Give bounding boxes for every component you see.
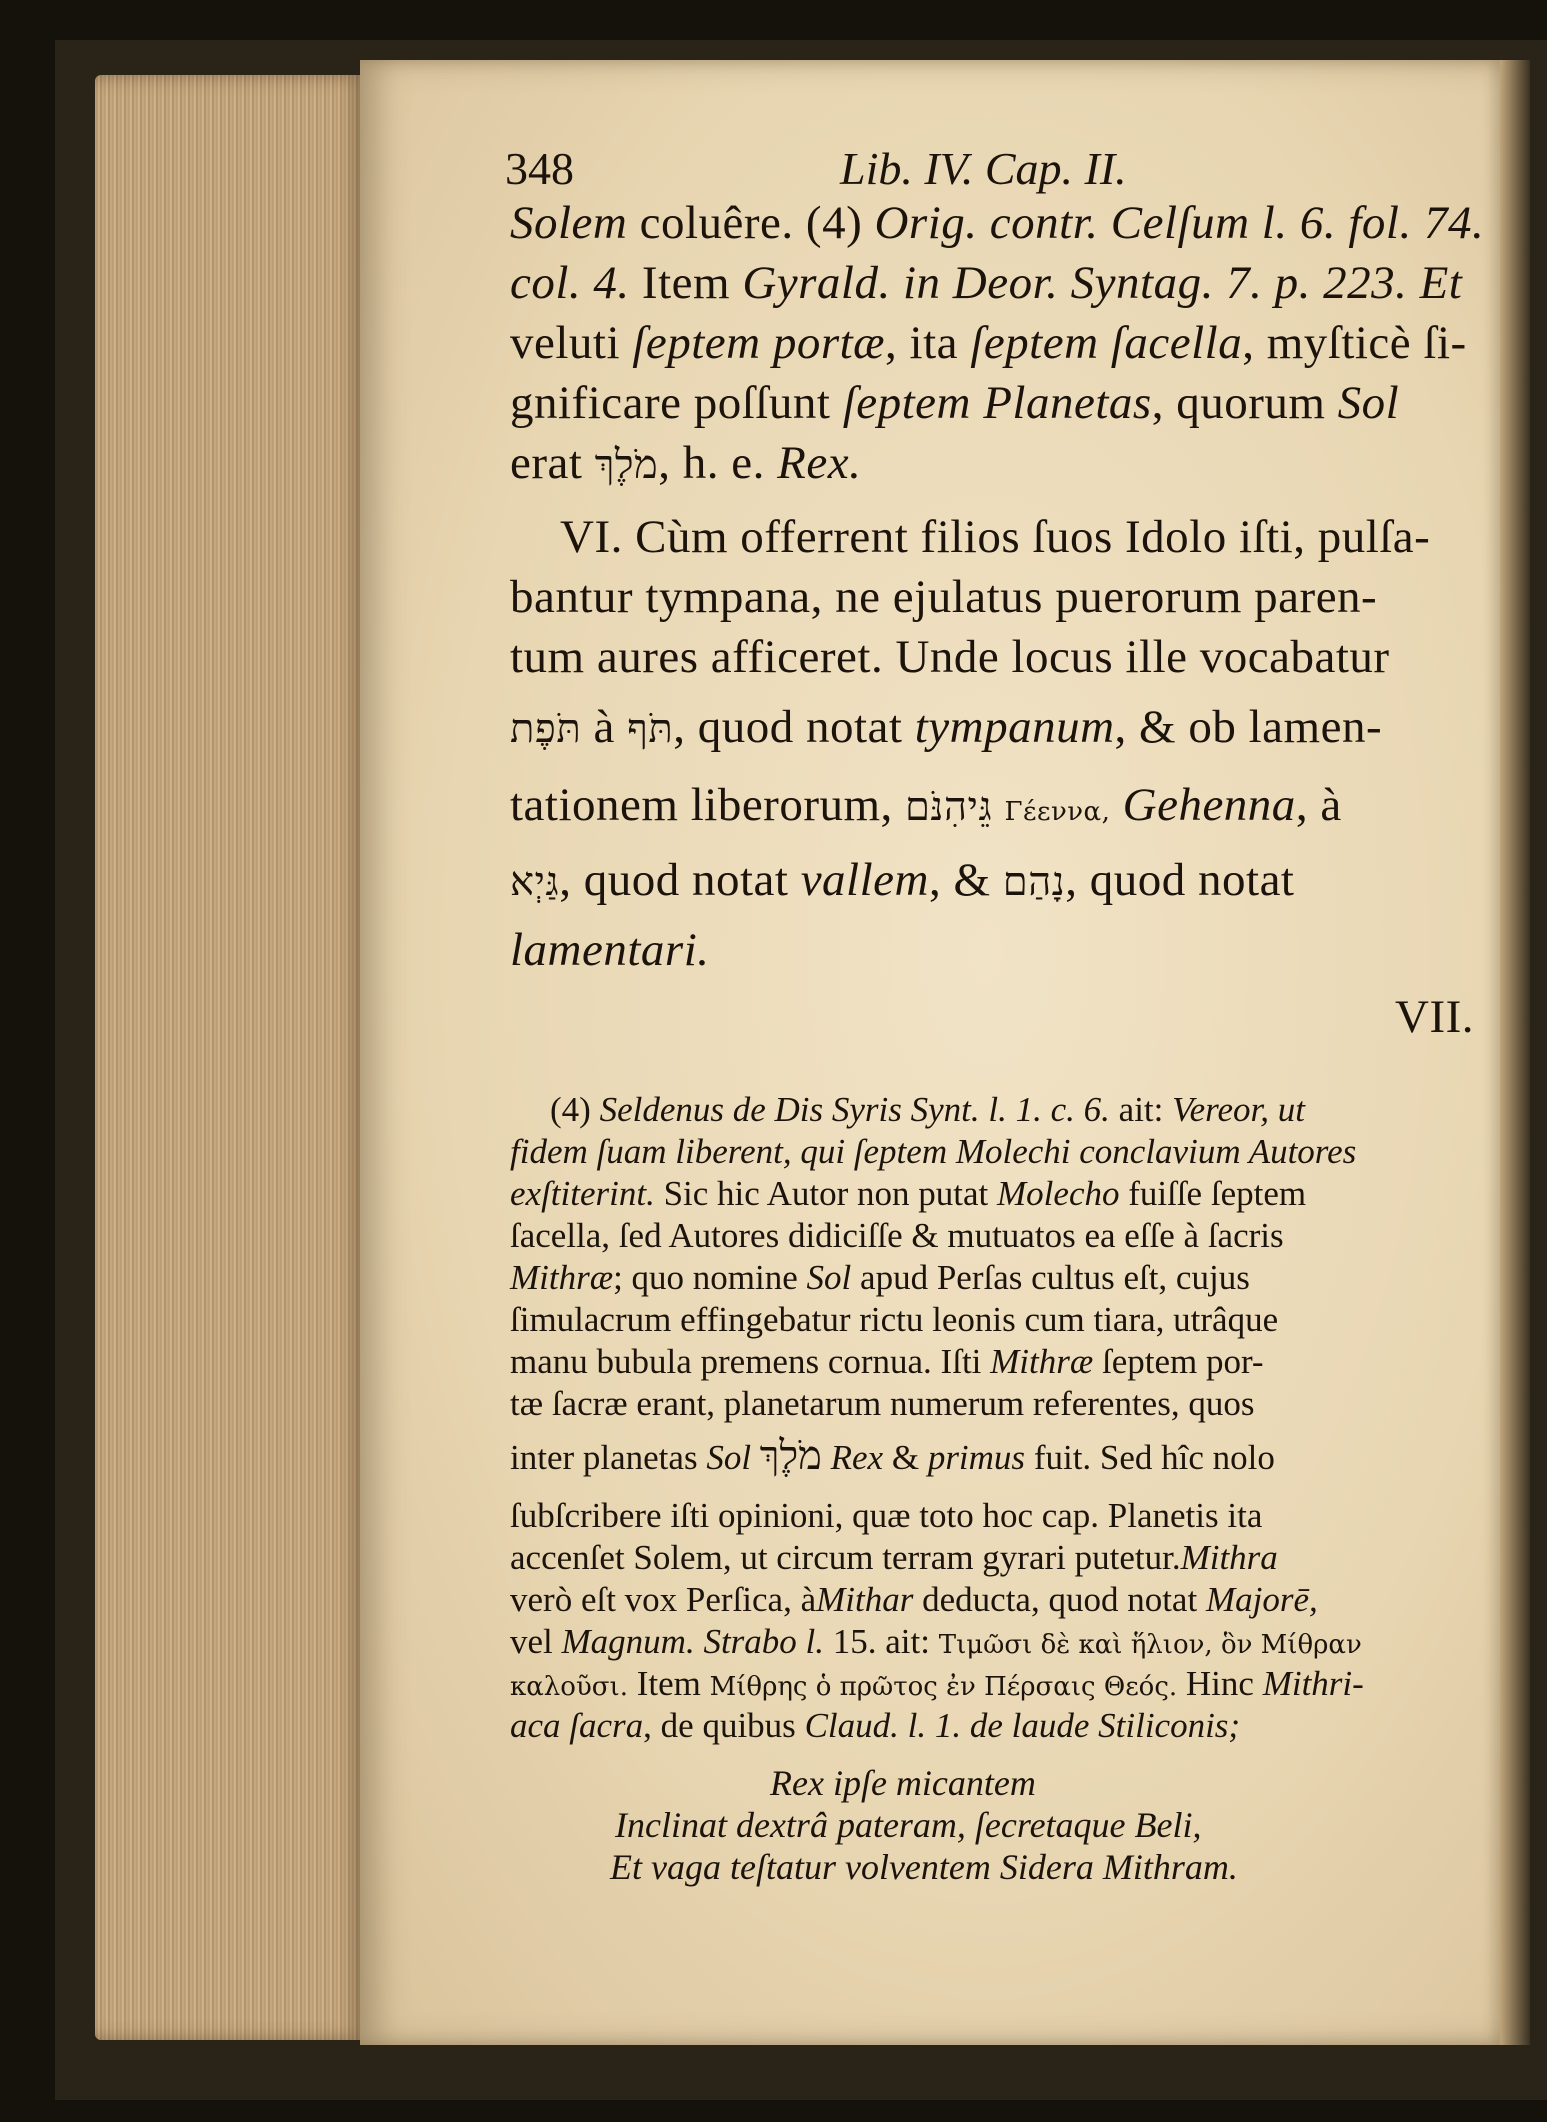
greek-text: Μίθρης ὁ πρῶτος ἐν Πέρσαις Θεός. bbox=[709, 1672, 1178, 1702]
page-number: 348 bbox=[505, 143, 574, 194]
greek-text: καλοῦσι. bbox=[510, 1672, 628, 1702]
text-line: lamentari. bbox=[510, 924, 710, 976]
footnote-line: vel Magnum. Strabo l. 15. ait: Τιμῶσι δὲ καὶ ἥλιον, ὃν Μίθραν bbox=[510, 1622, 1362, 1661]
right-page-edge bbox=[1500, 60, 1530, 2045]
hebrew-word: גַּיְא bbox=[510, 859, 560, 905]
footnote-line: exſtiterint. Sic hic Autor non putat Molecho fuiſſe ſeptem bbox=[510, 1174, 1307, 1213]
footnote-line: καλοῦσι. Item Μίθρης ὁ πρῶτος ἐν Πέρσαις Θεός. Hinc Mithri- bbox=[510, 1664, 1364, 1703]
hebrew-word: מֹלֶךְ bbox=[759, 1433, 822, 1479]
greek-text: Τιμῶσι δὲ καὶ ἥλιον, ὃν Μίθραν bbox=[938, 1630, 1362, 1660]
footnote-line: tæ ſacræ erant, planetarum numerum referentes, quos bbox=[510, 1384, 1255, 1423]
text-line: Solem coluêre. (4) Orig. contr. Celſum l. 6. fol. 74. bbox=[510, 197, 1485, 249]
running-title: Lib. IV. Cap. II. bbox=[840, 143, 1127, 194]
text-line: veluti ſeptem portæ, ita ſeptem ſacella, myſticè ſi- bbox=[510, 317, 1467, 369]
text-line: tum aures afficeret. Unde locus ille vocabatur bbox=[510, 631, 1390, 683]
hebrew-word: נָהַם bbox=[1002, 859, 1066, 905]
text-line: תֹּפֶת à תֹּף, quod notat tympanum, & ob lamen- bbox=[510, 701, 1383, 753]
footnote-line: ſubſcribere iſti opinioni, quæ toto hoc cap. Planetis ita bbox=[510, 1496, 1263, 1535]
text-line: tationem liberorum, גֵּיהִנֹּם Γέεννα, Gehenna, à bbox=[510, 779, 1342, 831]
footnote-line: verò eſt vox Perſica, àMithar deducta, quod notat Majorē, bbox=[510, 1580, 1318, 1619]
footnote-line: fidem ſuam liberent, qui ſeptem Molechi conclavium Autores bbox=[510, 1132, 1357, 1171]
hebrew-word: תֹּף bbox=[627, 706, 674, 752]
verse-line: Rex ipſe micantem bbox=[770, 1763, 1036, 1803]
text-line: col. 4. Item Gyrald. in Deor. Syntag. 7. p. 223. Et bbox=[510, 257, 1463, 309]
text-line: גַּיְא, quod notat vallem, & נָהַם, quod notat bbox=[510, 854, 1295, 906]
verse-line: Et vaga teſtatur volventem Sidera Mithram. bbox=[610, 1847, 1238, 1887]
hebrew-word: מֹלֶךְ bbox=[594, 442, 659, 488]
hebrew-word: גֵּיהִנֹּם bbox=[905, 784, 993, 830]
text-line: erat מֹלֶךְ, h. e. Rex. bbox=[510, 437, 862, 489]
paragraph-vi-line: VI. Cùm offerrent filios ſuos Idolo iſti, pulſa- bbox=[560, 511, 1431, 563]
footnote-line: accenſet Solem, ut circum terram gyrari putetur.Mithra bbox=[510, 1538, 1278, 1577]
verse-line: Inclinat dextrâ pateram, ſecretaque Beli, bbox=[615, 1805, 1202, 1845]
footnote-line: Mithræ; quo nomine Sol apud Perſas cultus eſt, cujus bbox=[510, 1258, 1250, 1297]
book-page bbox=[360, 60, 1500, 2045]
footnote-line: (4) Seldenus de Dis Syris Synt. l. 1. c. 6. ait: Vereor, ut bbox=[550, 1090, 1305, 1129]
text-line: gnificare poſſunt ſeptem Planetas, quorum Sol bbox=[510, 377, 1400, 429]
footnote-line: ſimulacrum effingebatur rictu leonis cum tiara, utrâque bbox=[510, 1300, 1279, 1339]
catchword: VII. bbox=[1395, 991, 1474, 1043]
text-line: bantur tympana, ne ejulatus puerorum paren- bbox=[510, 571, 1378, 623]
footnote-line: manu bubula premens cornua. Iſti Mithræ ſeptem por- bbox=[510, 1342, 1264, 1381]
hebrew-word: תֹּפֶת bbox=[510, 706, 582, 752]
footnote-line: inter planetas Sol מֹלֶךְ Rex & primus fuit. Sed hîc nolo bbox=[510, 1433, 1275, 1479]
footnote-line: aca ſacra, de quibus Claud. l. 1. de laude Stiliconis; bbox=[510, 1706, 1241, 1745]
greek-word: Γέεννα, bbox=[1004, 797, 1111, 827]
page-edges bbox=[95, 75, 365, 2040]
footnote-line: ſacella, ſed Autores didiciſſe & mutuatos ea eſſe à ſacris bbox=[510, 1216, 1284, 1255]
